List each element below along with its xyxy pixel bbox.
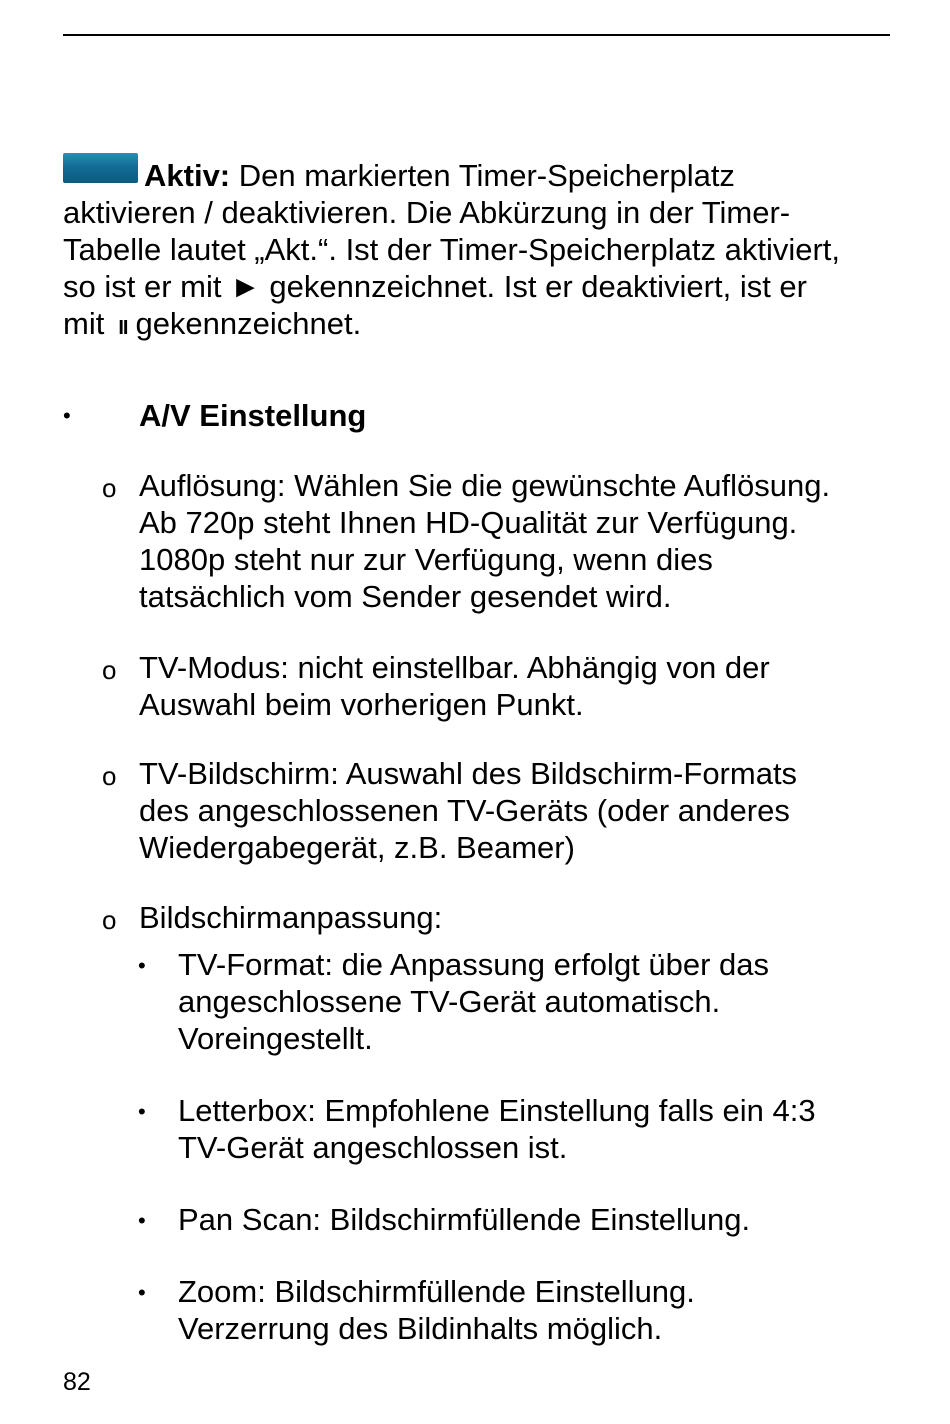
sub-list-marker: •: [138, 1280, 146, 1305]
list-marker: o: [102, 655, 117, 685]
sub-list-item-text: Zoom: Bildschirmfüllende Einstellung. Verzerrung des Bildinhalts möglich.: [178, 1274, 695, 1346]
intro-paragraph: [63, 157, 893, 347]
intro-line-1: Aktiv: Den markierten Timer-Speicherplatz: [63, 157, 893, 194]
intro-label: Aktiv:: [144, 158, 231, 193]
page-number: 82: [63, 1368, 91, 1396]
list-marker: o: [102, 473, 117, 503]
intro-line-2: aktivieren / deaktivieren. Die Abkürzung in der Timer-: [63, 195, 791, 230]
sub-list-marker: •: [138, 953, 146, 978]
sub-list-item-text: Pan Scan: Bildschirmfüllende Einstellung.: [178, 1202, 751, 1237]
list-item-text: TV-Bildschirm: Auswahl des Bildschirm-Formats des angeschlossenen TV-Geräts (oder anderes Wiedergabegerät, z.B. Beamer): [139, 756, 798, 865]
section-title: A/V Einstellung: [139, 398, 367, 433]
sub-list-marker: •: [138, 1099, 146, 1124]
list-marker: o: [102, 761, 117, 791]
pause-icon: II: [118, 317, 128, 339]
list-item-text: TV-Modus: nicht einstellbar. Abhängig von der Auswahl beim vorherigen Punkt.: [139, 650, 770, 722]
list-marker: o: [102, 905, 117, 935]
blue-key-icon: [63, 153, 138, 183]
play-icon: ►: [230, 269, 261, 304]
intro-line-3: Tabelle lautet „Akt.“. Ist der Timer-Speicherplatz aktiviert,: [63, 232, 841, 267]
sub-list-item-text: Letterbox: Empfohlene Einstellung falls ein 4:3 TV-Gerät angeschlossen ist.: [178, 1093, 816, 1165]
sub-list-item-text: TV-Format: die Anpassung erfolgt über das angeschlossene TV-Gerät automatisch. Voreingestellt.: [178, 947, 770, 1056]
section-bullet: •: [63, 403, 71, 428]
header-rule: [63, 34, 890, 36]
sub-list-marker: •: [138, 1208, 146, 1233]
intro-line-5: mit II gekennzeichnet.: [63, 306, 362, 341]
list-item-text: Auflösung: Wählen Sie die gewünschte Auflösung. Ab 720p steht Ihnen HD-Qualität zur Verfügung. 1080p steht nur zur Verfügung, wenn dies tatsächlich vom Sender gesendet wird.: [139, 468, 831, 614]
intro-line-4: so ist er mit ► gekennzeichnet. Ist er deaktiviert, ist er: [63, 269, 807, 304]
list-item-text: Bildschirmanpassung:: [139, 900, 443, 935]
